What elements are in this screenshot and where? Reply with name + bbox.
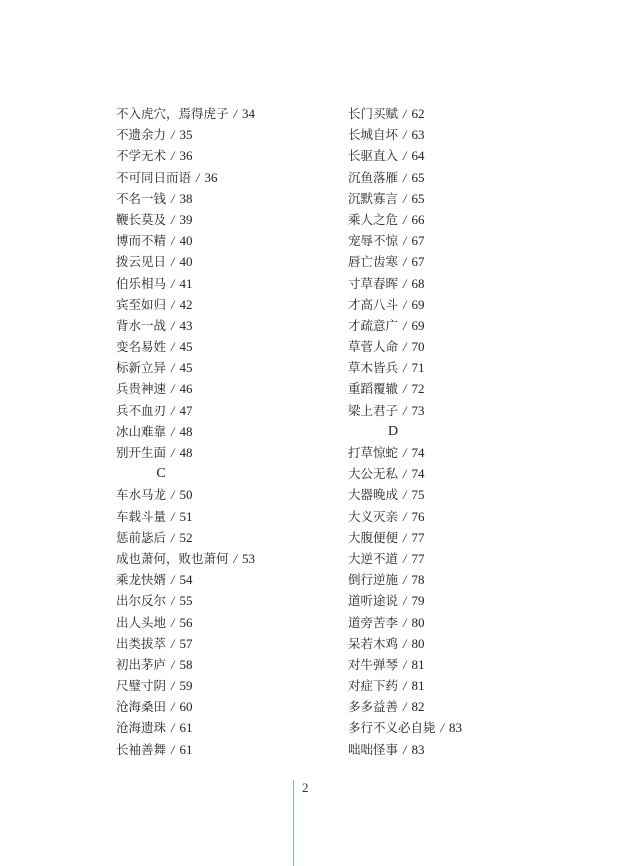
entry-term: 兵不血刃 [116,402,167,418]
index-entry [116,590,255,611]
index-entry [116,167,255,188]
index-entry [116,484,255,505]
index-entry [116,357,255,378]
entry-term: 拨云见日 [116,254,167,270]
index-entry [348,273,462,294]
index-entry [348,400,462,421]
entry-page-number: 60 [179,699,193,715]
entry-term: 出人头地 [116,614,167,630]
entry-separator: / [403,742,407,757]
entry-separator: / [171,128,175,143]
entry-page-number: 56 [179,614,193,630]
entry-term: 宾至如归 [116,296,167,312]
entry-separator: / [171,573,175,588]
entry-separator: / [403,318,407,333]
index-entry [348,442,462,463]
section-letter: D [387,423,399,439]
entry-separator: / [403,403,407,418]
entry-separator: / [196,170,200,185]
entry-page-number: 61 [179,741,193,757]
entry-page-number: 54 [179,572,193,588]
entry-separator: / [403,107,407,121]
entry-separator: / [171,488,175,503]
index-entry [116,315,255,336]
entry-page-number: 67 [411,233,425,249]
entry-page-number: 83 [411,741,425,757]
entry-separator: / [171,700,175,715]
entry-page-number: 74 [411,445,425,460]
entry-separator: / [171,297,175,312]
entry-separator: / [403,361,407,376]
entry-separator: / [403,446,407,460]
entry-page-number: 76 [411,508,425,524]
entry-separator: / [403,615,407,630]
entry-page-number: 42 [179,296,193,312]
entry-page-number: 68 [411,275,425,291]
entry-term: 长门买赋 [348,106,399,121]
index-column-left [116,103,255,760]
index-entry [348,209,462,230]
entry-page-number: 78 [411,572,425,588]
entry-page-number: 38 [179,190,193,206]
entry-page-number: 52 [179,529,193,545]
index-entry [116,696,255,717]
entry-separator: / [403,679,407,694]
index-column-right [348,103,462,760]
index-entry [116,717,255,738]
entry-separator: / [403,191,407,206]
entry-term: 不遗余力 [116,127,167,143]
entry-term: 道听途说 [348,593,399,609]
entry-separator: / [403,657,407,672]
entry-separator: / [171,679,175,694]
entry-separator: / [403,340,407,355]
index-entry [348,696,462,717]
index-entry [116,548,255,569]
entry-term: 沧海遗珠 [116,720,167,736]
entry-page-number: 55 [179,593,193,609]
entry-page-number: 77 [411,550,425,566]
index-entry [348,506,462,527]
entry-separator: / [171,212,175,227]
entry-page-number: 36 [179,148,193,164]
index-entry [348,463,462,484]
entry-term: 唇亡齿寒 [348,254,399,270]
entry-separator: / [171,361,175,376]
index-entry [348,675,462,696]
entry-page-number: 34 [241,106,255,121]
entry-term: 多多益善 [348,699,399,715]
entry-separator: / [403,234,407,249]
entry-separator: / [171,318,175,333]
entry-term: 打草惊蛇 [348,445,399,460]
entry-separator: / [403,594,407,609]
index-entry [116,294,255,315]
entry-separator: / [403,255,407,270]
index-entry [348,612,462,633]
entry-term: 背水一战 [116,317,167,333]
entry-page-number: 47 [179,402,193,418]
index-entry [116,378,255,399]
index-entry [348,590,462,611]
index-entry [348,548,462,569]
index-entry [116,654,255,675]
entry-page-number: 65 [411,190,425,206]
entry-term: 大义灭亲 [348,508,399,524]
entry-separator: / [171,382,175,397]
footer-divider [293,780,294,866]
index-entry [116,739,255,760]
index-entry [348,188,462,209]
entry-page-number: 48 [179,423,193,439]
index-entry [348,378,462,399]
entry-term: 长袖善舞 [116,741,167,757]
entry-separator: / [440,721,444,736]
entry-separator: / [403,636,407,651]
entry-page-number: 70 [411,339,425,355]
entry-separator: / [403,530,407,545]
entry-separator: / [171,657,175,672]
entry-page-number: 69 [411,296,425,312]
entry-separator: / [171,191,175,206]
entry-term: 沉默寡言 [348,190,399,206]
entry-separator: / [171,424,175,439]
entry-page-number: 45 [179,339,193,355]
entry-page-number: 36 [204,169,218,185]
entry-term: 不学无术 [116,148,167,164]
entry-term: 冰山难靠 [116,423,167,439]
entry-term: 尺璧寸阴 [116,678,167,694]
entry-term: 伯乐相马 [116,275,167,291]
entry-term: 出类拔萃 [116,635,167,651]
index-entry [116,527,255,548]
entry-separator: / [403,170,407,185]
index-entry [116,251,255,272]
entry-page-number: 81 [411,656,425,672]
entry-page-number: 72 [411,381,425,397]
entry-term: 惩前毖后 [116,529,167,545]
entry-term: 成也萧何，败也萧何 [116,550,229,566]
entry-term: 变名易姓 [116,339,167,355]
entry-term: 长城自坏 [348,127,399,143]
entry-separator: / [403,212,407,227]
entry-term: 不入虎穴，焉得虎子 [116,106,229,121]
entry-separator: / [171,149,175,164]
entry-page-number: 40 [179,254,193,270]
entry-page-number: 51 [179,508,193,524]
entry-page-number: 35 [179,127,193,143]
index-entry [348,336,462,357]
index-entry [348,569,462,590]
index-entry [116,273,255,294]
index-entry [348,527,462,548]
entry-page-number: 65 [411,169,425,185]
index-entry [116,612,255,633]
index-entry [348,315,462,336]
entry-term: 草木皆兵 [348,360,399,376]
index-entry [348,357,462,378]
entry-term: 重蹈覆辙 [348,381,399,397]
index-entry [116,421,255,442]
entry-term: 沧海桑田 [116,699,167,715]
index-entry [116,675,255,696]
entry-term: 梁上君子 [348,402,399,418]
entry-page-number: 45 [179,360,193,376]
entry-separator: / [171,636,175,651]
index-entry [116,506,255,527]
entry-separator: / [403,276,407,291]
entry-page-number: 59 [179,678,193,694]
index-entry [348,124,462,145]
entry-separator: / [403,700,407,715]
entry-separator: / [403,382,407,397]
entry-term: 乘龙快婿 [116,572,167,588]
entry-term: 别开生面 [116,445,167,460]
entry-page-number: 46 [179,381,193,397]
index-entry [116,188,255,209]
entry-term: 鞭长莫及 [116,211,167,227]
entry-separator: / [403,509,407,524]
index-entry [348,251,462,272]
entry-separator: / [233,107,237,121]
index-entry [116,336,255,357]
index-entry [348,294,462,315]
entry-separator: / [233,551,237,566]
entry-separator: / [171,742,175,757]
index-entry [116,103,255,124]
entry-term: 大逆不道 [348,550,399,566]
entry-term: 才高八斗 [348,296,399,312]
entry-term: 出尔反尔 [116,593,167,609]
entry-term: 初出茅庐 [116,656,167,672]
index-entry [348,484,462,505]
entry-term: 标新立异 [116,360,167,376]
entry-page-number: 63 [411,127,425,143]
entry-page-number: 53 [241,550,255,566]
entry-term: 长驱直入 [348,148,399,164]
entry-separator: / [403,551,407,566]
index-entry [348,167,462,188]
entry-term: 乘人之危 [348,211,399,227]
entry-page-number: 67 [411,254,425,270]
entry-term: 多行不义必自毙 [348,720,436,736]
index-entry [348,633,462,654]
entry-separator: / [171,509,175,524]
entry-term: 博而不精 [116,233,167,249]
entry-page-number: 75 [411,487,425,503]
entry-page-number: 74 [411,466,425,482]
entry-page-number: 39 [179,211,193,227]
entry-term: 对症下药 [348,678,399,694]
entry-separator: / [403,467,407,482]
entry-separator: / [171,255,175,270]
entry-term: 倒行逆施 [348,572,399,588]
entry-page-number: 58 [179,656,193,672]
entry-term: 不名一钱 [116,190,167,206]
entry-term: 兵贵神速 [116,381,167,397]
index-entry [116,400,255,421]
entry-page-number: 83 [448,720,462,736]
entry-page-number: 50 [179,487,193,503]
entry-page-number: 41 [179,275,193,291]
entry-page-number: 64 [411,148,425,164]
index-entry [116,633,255,654]
entry-page-number: 48 [179,445,193,460]
entry-page-number: 79 [411,593,425,609]
entry-separator: / [403,488,407,503]
index-entry [348,230,462,251]
index-entry [116,145,255,166]
entry-term: 车载斗量 [116,508,167,524]
entry-term: 道旁苦李 [348,614,399,630]
entry-term: 宠辱不惊 [348,233,399,249]
entry-term: 咄咄怪事 [348,741,399,757]
entry-separator: / [171,446,175,460]
entry-separator: / [171,615,175,630]
entry-page-number: 73 [411,402,425,418]
entry-page-number: 81 [411,678,425,694]
entry-term: 不可同日而语 [116,169,192,185]
section-letter: C [156,466,166,482]
index-entry [348,103,462,124]
entry-separator: / [403,573,407,588]
entry-page-number: 61 [179,720,193,736]
entry-page-number: 40 [179,233,193,249]
entry-page-number: 80 [411,635,425,651]
entry-separator: / [171,403,175,418]
index-entry [116,209,255,230]
entry-page-number: 77 [411,529,425,545]
entry-page-number: 82 [411,699,425,715]
entry-separator: / [171,234,175,249]
entry-term: 呆若木鸡 [348,635,399,651]
index-entry [348,145,462,166]
entry-page-number: 80 [411,614,425,630]
entry-term: 才疏意广 [348,317,399,333]
entry-separator: / [403,297,407,312]
index-entry [116,569,255,590]
entry-separator: / [403,128,407,143]
entry-term: 大公无私 [348,466,399,482]
index-entry [116,442,255,463]
entry-page-number: 62 [411,106,425,121]
entry-term: 车水马龙 [116,487,167,503]
index-entry [348,717,462,738]
entry-page-number: 43 [179,317,193,333]
page-number: 2 [302,780,309,795]
entry-separator: / [171,530,175,545]
entry-separator: / [403,149,407,164]
index-entry [348,654,462,675]
entry-page-number: 69 [411,317,425,333]
index-entry [348,739,462,760]
entry-term: 草菅人命 [348,339,399,355]
index-entry [116,124,255,145]
entry-term: 寸草春晖 [348,275,399,291]
entry-separator: / [171,594,175,609]
entry-separator: / [171,276,175,291]
index-entry [116,230,255,251]
entry-page-number: 66 [411,211,425,227]
entry-separator: / [171,340,175,355]
entry-term: 大器晚成 [348,487,399,503]
entry-page-number: 57 [179,635,193,651]
entry-term: 沉鱼落雁 [348,169,399,185]
entry-term: 大腹便便 [348,529,399,545]
entry-term: 对牛弹琴 [348,656,399,672]
entry-page-number: 71 [411,360,425,376]
entry-separator: / [171,721,175,736]
